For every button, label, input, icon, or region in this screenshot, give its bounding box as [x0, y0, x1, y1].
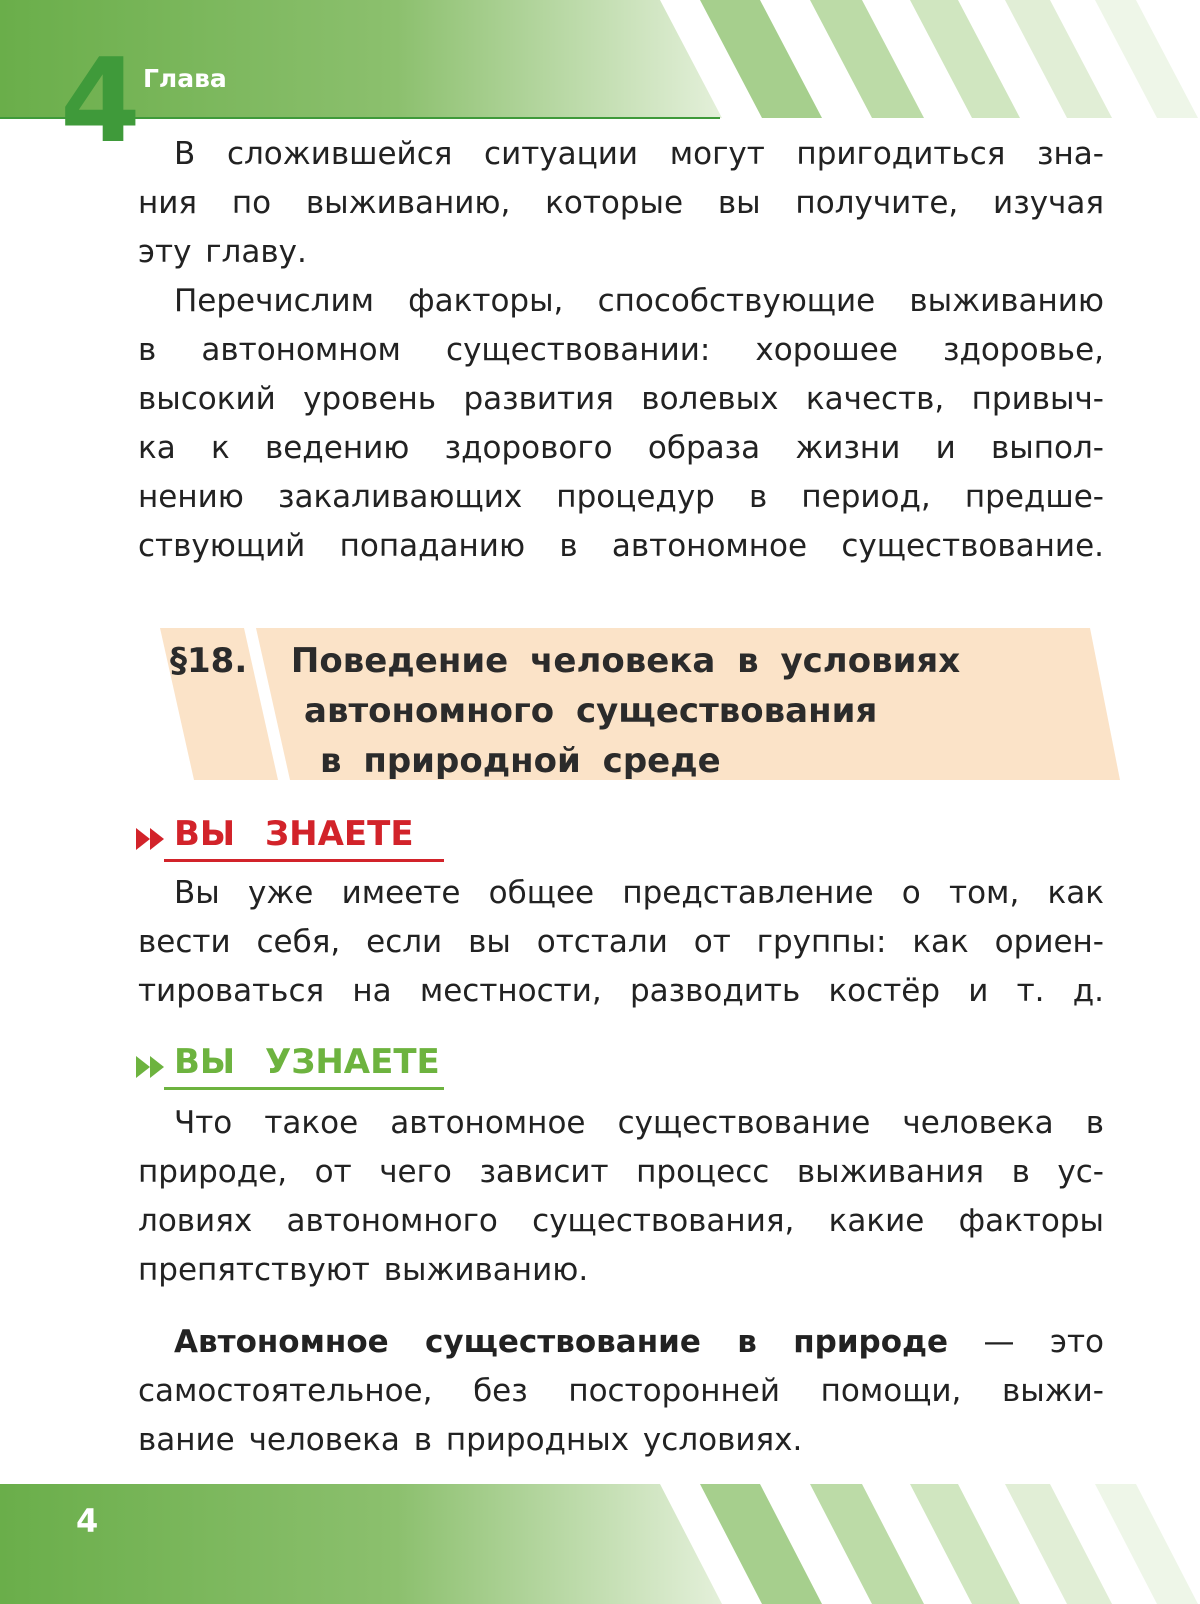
you-will-learn-heading: ВЫ УЗНАЕТЕ	[174, 1042, 440, 1082]
footer-band	[0, 1484, 1200, 1604]
footer-stripes	[0, 1484, 1200, 1604]
text-line: в автономном существовании: хорошее здоровье,	[138, 332, 1104, 368]
section-heading	[160, 628, 1120, 780]
you-will-learn-underline	[164, 1087, 444, 1090]
text-line: ловиях автономного существования, какие факторы	[138, 1203, 1104, 1239]
text-line: Что такое автономное существование человека в	[174, 1105, 1104, 1141]
text-line: Вы уже имеете общее представление о том, как	[174, 875, 1104, 911]
header-band	[0, 0, 1200, 118]
chapter-number: 4	[60, 34, 137, 169]
you-know-paragraph	[138, 869, 1104, 1016]
text-line: эту главу.	[138, 234, 307, 270]
definition-line-1	[138, 1318, 1104, 1367]
text-line: ния по выживанию, которые вы получите, изучая	[138, 185, 1104, 221]
you-know-underline	[164, 859, 444, 862]
section-title-line-2: автономного существования	[304, 691, 878, 731]
chapter-label: Глава	[143, 64, 227, 93]
section-number: §18.	[170, 641, 248, 681]
you-know-marker	[134, 812, 454, 856]
page-number: 4	[76, 1502, 99, 1540]
double-arrow-icon	[134, 826, 168, 852]
text-line: высокий уровень развития волевых качеств, привыч-	[138, 381, 1104, 417]
definition-term: Автономное существование в природе	[174, 1324, 949, 1360]
text-line: препятствуют выживанию.	[138, 1252, 589, 1288]
text-line: тироваться на местности, разводить костёр и т. д.	[138, 973, 1104, 1009]
text-line: ка к ведению здорового образа жизни и выпол-	[138, 430, 1104, 466]
text-line: В сложившейся ситуации могут пригодиться зна-	[174, 136, 1104, 172]
text-line: природе, от чего зависит процесс выживания в ус-	[138, 1154, 1104, 1190]
definition-paragraph	[138, 1318, 1104, 1465]
double-arrow-icon	[134, 1054, 168, 1080]
text-line: ствующий попаданию в автономное существование.	[138, 528, 1104, 564]
you-will-learn-marker	[134, 1040, 454, 1084]
intro-paragraph-2	[138, 277, 1104, 571]
text-line: нению закаливающих процедур в период, предше-	[138, 479, 1104, 515]
section-title-line-3: в природной среде	[320, 741, 721, 781]
definition-dash: — это	[983, 1324, 1104, 1360]
section-title	[170, 636, 960, 786]
intro-paragraph-1	[138, 130, 1104, 277]
section-title-line-1: Поведение человека в условиях	[290, 641, 961, 681]
text-line: самостоятельное, без посторонней помощи, выжи-	[138, 1373, 1104, 1409]
text-line: Перечислим факторы, способствующие выживанию	[174, 283, 1104, 319]
header-stripes	[0, 0, 1200, 118]
you-will-learn-paragraph	[138, 1099, 1104, 1295]
text-line: вание человека в природных условиях.	[138, 1422, 803, 1458]
text-line: вести себя, если вы отстали от группы: как ориен-	[138, 924, 1104, 960]
you-know-heading: ВЫ ЗНАЕТЕ	[174, 814, 414, 854]
